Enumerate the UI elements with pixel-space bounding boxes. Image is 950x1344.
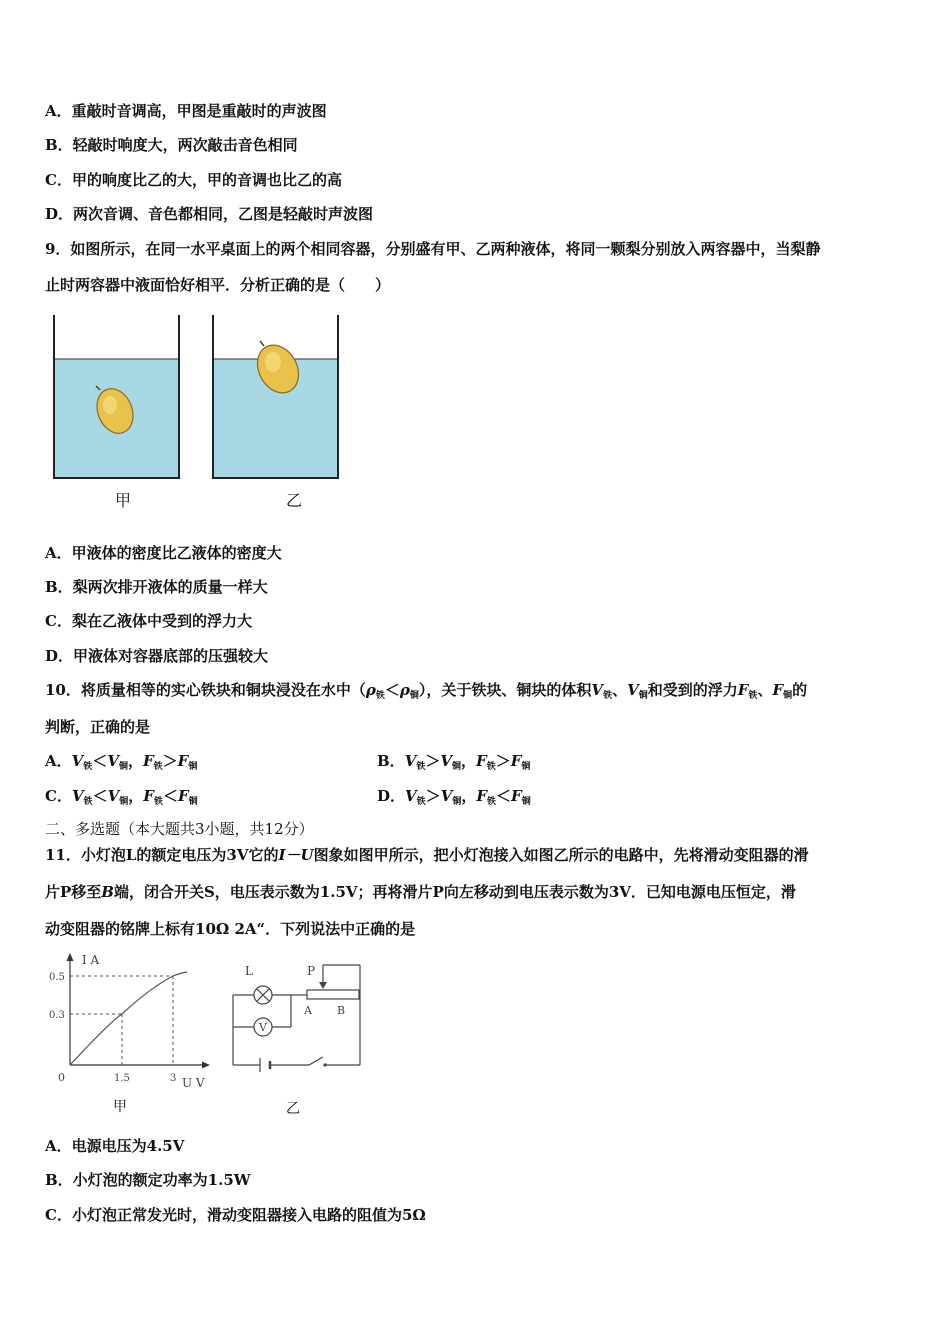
q9-stem-line2: 止时两容器中液面恰好相平．分析正确的是（ ） — [45, 276, 391, 294]
q8-option-c: C．甲的响度比乙的大，甲的音调也比乙的高 — [45, 171, 342, 189]
q9-option-d: D．甲液体对容器底部的压强较大 — [45, 647, 269, 665]
end-b-label: B — [337, 1004, 346, 1017]
q11-option-c: C．小灯泡正常发光时，滑动变阻器接入电路的阻值为5Ω — [45, 1206, 426, 1224]
voltmeter-label: V — [259, 1021, 267, 1034]
q10-option-c: C．$V_铁<V_铜$，$F_铁<F_铜$ — [45, 787, 198, 807]
end-a-label: A — [304, 1004, 312, 1017]
q8-option-b: B．轻敲时响度大，两次敲击音色相同 — [45, 136, 298, 154]
q11-label-jia: 甲 — [113, 1099, 127, 1115]
battery-icon — [260, 1058, 270, 1072]
iu-graph — [40, 948, 220, 1098]
q9-figure — [40, 310, 360, 510]
q11-label-yi: 乙 — [286, 1101, 300, 1117]
q8-option-d: D．两次音调、音色都相同，乙图是轻敲时声波图 — [45, 205, 374, 223]
q10-stem-line2: 判断，正确的是 — [45, 718, 151, 736]
container-yi — [213, 315, 338, 478]
q10-stem-line1: 10．将质量相等的实心铁块和铜块浸没在水中$(\rho_铁<\rho_铜)$，关于铁块、铜块的体积$V_铁$、$V_铜$和受到的浮力$F_铁$、$F_铜$的 — [45, 681, 808, 701]
x-tick-3: 3 — [170, 1073, 177, 1084]
x-axis-label: U V — [182, 1076, 205, 1090]
q9-option-a: A．甲液体的密度比乙液体的密度大 — [45, 544, 282, 562]
circuit-diagram — [225, 955, 370, 1075]
switch — [309, 1057, 323, 1065]
q11-option-b: B．小灯泡的额定功率为1.5W — [45, 1171, 251, 1189]
slider-arrow-icon — [319, 982, 327, 989]
y-axis-label: I A — [82, 953, 100, 967]
q9-stem-line1: 9．如图所示，在同一水平桌面上的两个相同容器，分别盛有甲、乙两种液体，将同一颗梨分别放入两容器中，当梨静 — [45, 240, 821, 258]
q10-option-d: D．$V_铁>V_铜$，$F_铁<F_铜$ — [377, 787, 531, 807]
q9-option-b: B．梨两次排开液体的质量一样大 — [45, 578, 268, 596]
q11-stem-line2: 片P移至B端，闭合开关S，电压表示数为1.5V；再将滑片P向左移动到电压表示数为3V．已知电源电压恒定，滑 — [45, 883, 796, 901]
q11-stem-line1: 11．小灯泡L的额定电压为3V它的I－U图象如图甲所示，把小灯泡接入如图乙所示的电路中，先将滑动变阻器的滑 — [45, 846, 809, 864]
q9-label-jia: 甲 — [115, 491, 132, 510]
y-tick-0-3: 0.3 — [49, 1010, 65, 1021]
slider-label: P — [307, 964, 316, 978]
origin-label: 0 — [58, 1071, 65, 1084]
q10-option-a: A．$V_铁<V_铜$，$F_铁>F_铜$ — [45, 752, 198, 772]
q9-label-yi: 乙 — [286, 491, 303, 510]
q9-option-c: C．梨在乙液体中受到的浮力大 — [45, 612, 252, 630]
y-tick-0-5: 0.5 — [49, 972, 65, 983]
x-axis-arrow-icon — [202, 1062, 210, 1069]
q10-option-b: B．$V_铁>V_铜$，$F_铁>F_铜$ — [377, 752, 531, 772]
q11-option-a: A．电源电压为4.5V — [45, 1137, 185, 1155]
section-title: 二、多选题（本大题共3小题，共12分） — [45, 820, 314, 838]
iu-curve — [70, 972, 187, 1065]
lamp-icon — [254, 986, 272, 1004]
y-axis-arrow-icon — [67, 953, 74, 961]
x-tick-1-5: 1.5 — [114, 1073, 130, 1084]
q8-option-a: A．重敲时音调高，甲图是重敲时的声波图 — [45, 102, 327, 120]
q11-stem-line3: 动变阻器的铭牌上标有10Ω 2A“．下列说法中正确的是 — [45, 920, 416, 938]
lamp-label: L — [245, 964, 253, 978]
rheostat — [307, 990, 359, 999]
